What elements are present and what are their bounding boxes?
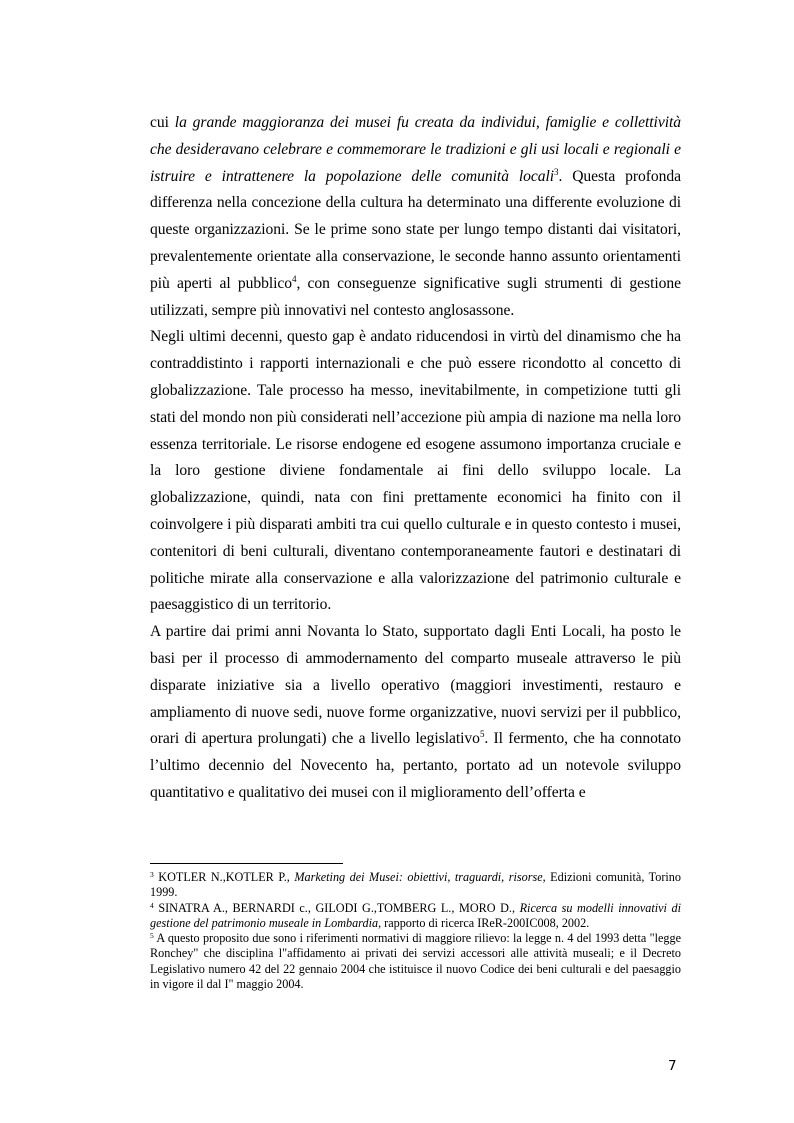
paragraph-1 — [150, 110, 681, 324]
paragraph-1-text-end: , con conseguenze significative sugli strumenti di gestione utilizzati, sempre più innovativi nel contesto anglosassone. — [150, 274, 681, 319]
paragraph-3-text: A partire dai primi anni Novanta lo Stato, supportato dagli Enti Locali, ha posto le basi per il processo di ammodernamento del comparto museale attraverso le più disparate iniziative sia a livello operativo (maggiori investimenti, restauro e ampliamento di nuove sedi, nuove forme organizzative, nuovi servizi per il pubblico, orari di apertura prolungati) che a livello legislativo — [150, 623, 681, 748]
footnote-ref-4[interactable]: 4 — [292, 273, 297, 284]
footnote-4 — [150, 901, 681, 932]
paragraph-2: Negli ultimi decenni, questo gap è andato riducendosi in virtù del dinamismo che ha contraddistinto i rapporti internazionali e che può essere ricondotto al concetto di globalizzazione. Tale processo ha messo, inevitabilmente, in competizione tutti gli stati del mondo non più considerati nell’accezione più ampia di nazione ma nella loro essenza territoriale. Le risorse endogene ed esogene assumono importanza cruciale e la loro gestione diviene fondamentale ai fini dello sviluppo locale. La globalizzazione, quindi, nata con fini prettamente economici ha finito con il coinvolgere i più disparati ambiti tra cui quello culturale e in questo contesto i musei, contenitori di beni culturali, diventano contemporaneamente fautori e destinatari di politiche mirate alla conservazione e alla valorizzazione del patrimonio culturale e paesaggistico di un territorio. — [150, 328, 681, 614]
body-text — [150, 110, 681, 807]
footnote-ref-5[interactable]: 5 — [479, 729, 485, 740]
footnote-title: Ricerca su modelli innovativi di gestione del patrimonio museale in Lombardia — [150, 900, 681, 930]
paragraph-1-text: cui — [150, 114, 175, 131]
footnote-ref-3[interactable]: 3 — [554, 166, 559, 177]
footnote-publisher: Edizioni comunità, Torino 1999. — [150, 870, 681, 900]
footnote-3 — [150, 870, 681, 901]
footnote-number: 5 — [150, 931, 154, 941]
paragraph-3 — [150, 619, 681, 807]
footnote-text: A questo proposito due sono i riferimenti normativi di maggiore rilievo: la legge n. 4 del 1993 detta "legge Ronchey" che disciplina l"affidamento ai privati dei servizi accessori alle attività museali; e il Decreto Legislativo numero 42 del 22 gennaio 2004 che istituisce il nuovo Codice dei beni culturali e del paesaggio in vigore il dal I" maggio 2004. — [150, 931, 681, 992]
page-number: 7 — [668, 1058, 677, 1074]
footnote-author: SINATRA A., BERNARDI c., GILODI G.,TOMBERG L., MORO D., — [153, 900, 520, 915]
footnote-title: Marketing dei Musei: obiettivi, traguardi, risorse, — [294, 870, 546, 884]
footnote-author: KOTLER N.,KOTLER P., — [153, 870, 295, 884]
footnote-5 — [150, 931, 681, 992]
footnote-publisher: , rapporto di ricerca IReR-200IC008, 2002. — [378, 915, 590, 930]
paragraph-1-quote: la grande maggioranza dei musei fu creata da individui, famiglie e collettività che desideravano celebrare e commemorare le tradizioni e gli usi locali e regionali e istruire e intrattenere la popolazione delle comunità locali — [150, 114, 682, 185]
footnote-number: 4 — [150, 900, 154, 910]
footnote-separator — [150, 863, 343, 864]
footnotes — [150, 870, 681, 992]
paragraph-3-text-end: . Il fermento, che ha connotato l’ultimo decennio del Novecento ha, pertanto, portato ad un notevole sviluppo quantitativo e qualitativo dei musei con il miglioramento dell’offerta e — [150, 730, 681, 801]
paragraph-1-text-cont: . Questa profonda differenza nella concezione della cultura ha determinato una differente evoluzione di queste organizzazioni. Se le prime sono state per lungo tempo distanti dai visitatori, prevalentemente orientate alla conservazione, le seconde hanno assunto orientamenti più aperti al pubblico — [150, 167, 681, 292]
footnote-number: 3 — [150, 870, 154, 879]
